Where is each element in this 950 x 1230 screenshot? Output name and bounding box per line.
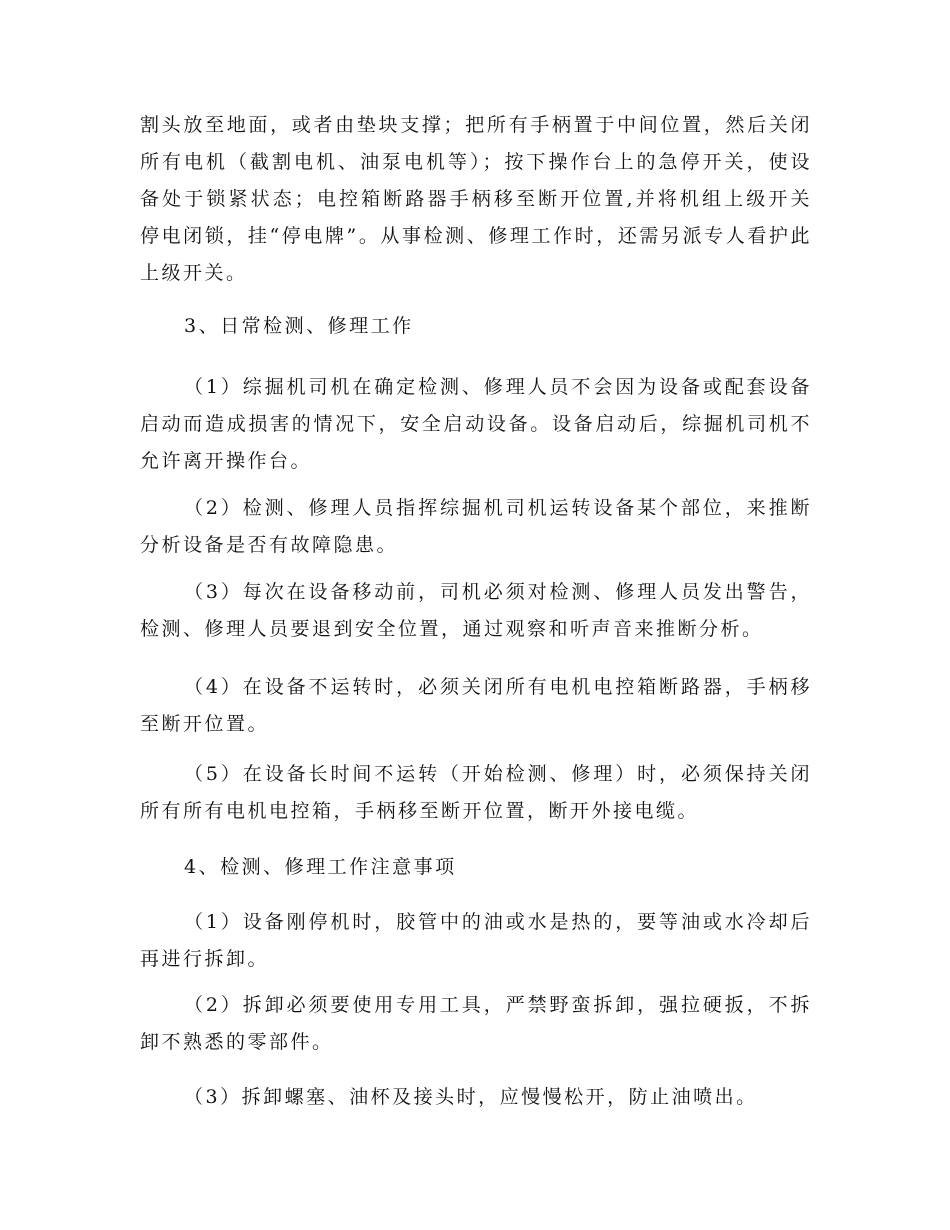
paragraph-item-4: （4）在设备不运转时，必须关闭所有电机电控箱断路器，手柄移至断开位置。 (140, 676, 812, 735)
paragraph-item-2: （2）检测、修理人员指挥综掘机司机运转设备某个部位，来推断分析设备是否有故障隐患。 (140, 497, 812, 556)
paragraph-item-3: （3）每次在设备移动前，司机必须对检测、修理人员发出警告，检测、修理人员要退到安全位置，通过观察和听声音来推断分析。 (140, 581, 812, 640)
section-heading-3: 3、日常检测、修理工作 (184, 315, 414, 337)
paragraph-item-5: （5）在设备长时间不运转（开始检测、修理）时，必须保持关闭所有所有电机电控箱，手柄移至断开位置，断开外接电缆。 (140, 763, 812, 822)
paragraph-item-3b: （3）拆卸螺塞、油杯及接头时，应慢慢松开，防止油喷出。 (184, 1086, 758, 1108)
paragraph-item-1b: （1）设备刚停机时，胶管中的油或水是热的，要等油或水冷却后再进行拆卸。 (140, 911, 812, 970)
paragraph-continuation: 割头放至地面，或者由垫块支撑；把所有手柄置于中间位置，然后关闭所有电机（截割电机、油泵电机等）；按下操作台上的急停开关，使设备处于锁紧状态；电控箱断路器手柄移至断开位置,并将机组上级开关停电闭锁，挂“停电牌”。从事检测、修理工作时，还需另派专人看护此上级开关。 (140, 114, 812, 284)
paragraph-item-2b: （2）拆卸必须要使用专用工具，严禁野蛮拆卸，强拉硬扳，不拆卸不熟悉的零部件。 (140, 994, 812, 1053)
paragraph-item-1: （1）综掘机司机在确定检测、修理人员不会因为设备或配套设备启动而造成损害的情况下，安全启动设备。设备启动后，综掘机司机不允许离开操作台。 (140, 376, 812, 472)
section-heading-4: 4、检测、修理工作注意事项 (184, 856, 457, 878)
